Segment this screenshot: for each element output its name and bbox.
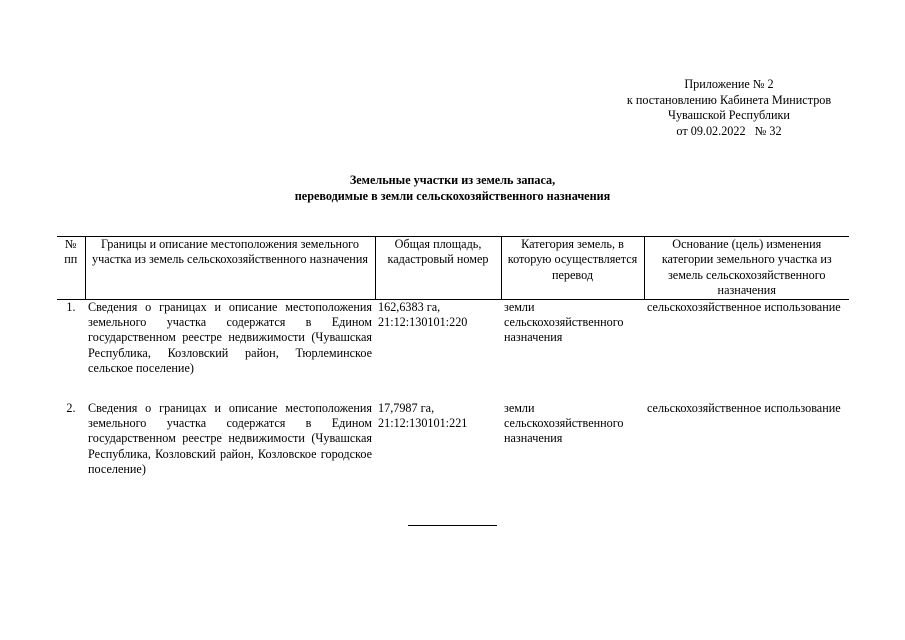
table-row: [57, 299, 849, 377]
row-description: Сведения о границах и описание местоположения земельного участка содержатся в Едином государственном реестре недвижимости (Чувашская Республика, Козловский район, Козловское городское поселение): [88, 400, 372, 477]
row-cadastral: 21:12:130101:220: [378, 315, 468, 330]
row-basis: сельскохозяйственное использование: [647, 299, 841, 314]
row-category: земли сельскохозяйственного назначения: [504, 299, 624, 345]
row-area: 17,7987 га,: [378, 400, 435, 415]
title-line-1: Земельные участки из земель запаса,: [349, 173, 556, 187]
row-area: 162,6383 га,: [378, 299, 441, 314]
end-separator-line: [408, 525, 497, 526]
table-header-row: [57, 237, 849, 300]
table-row: [57, 401, 849, 478]
row-cadastral: 21:12:130101:221: [378, 416, 468, 431]
header-description: Границы и описание местоположения земельного участка из земель сельскохозяйственного назначения: [85, 237, 375, 300]
row-description: Сведения о границах и описание местоположения земельного участка содержатся в Едином государственном реестре недвижимости (Чувашская Республика, Козловский район, Тюрлеминское сельское поселение): [88, 299, 372, 376]
row-spacer: [57, 377, 849, 401]
row-area-cadastral: [375, 401, 501, 478]
header-basis: Основание (цель) изменения категории земельного участка из земель сельскохозяйственного назначения: [644, 237, 849, 300]
title-line-2: переводимые в земли сельскохозяйственного назначения: [294, 188, 611, 203]
land-plots-table: [57, 236, 849, 478]
appendix-title: Приложение № 2: [684, 77, 774, 91]
row-area-cadastral: [375, 299, 501, 377]
appendix-date-number: от 09.02.2022 № 32: [676, 123, 782, 138]
header-number: № пп: [57, 237, 85, 300]
row-basis: сельскохозяйственное использование: [647, 400, 841, 415]
appendix-reference: к постановлению Кабинета Министров: [626, 92, 832, 107]
appendix-block: [600, 77, 858, 139]
header-area: Общая площадь, кадастровый номер: [375, 237, 501, 300]
row-number: 1.: [66, 299, 76, 314]
document-title: [0, 173, 905, 204]
row-category: земли сельскохозяйственного назначения: [504, 400, 624, 446]
appendix-republic: Чувашской Республики: [668, 108, 790, 122]
row-number: 2.: [66, 400, 76, 415]
header-category: Категория земель, в которую осуществляется перевод: [501, 237, 644, 300]
